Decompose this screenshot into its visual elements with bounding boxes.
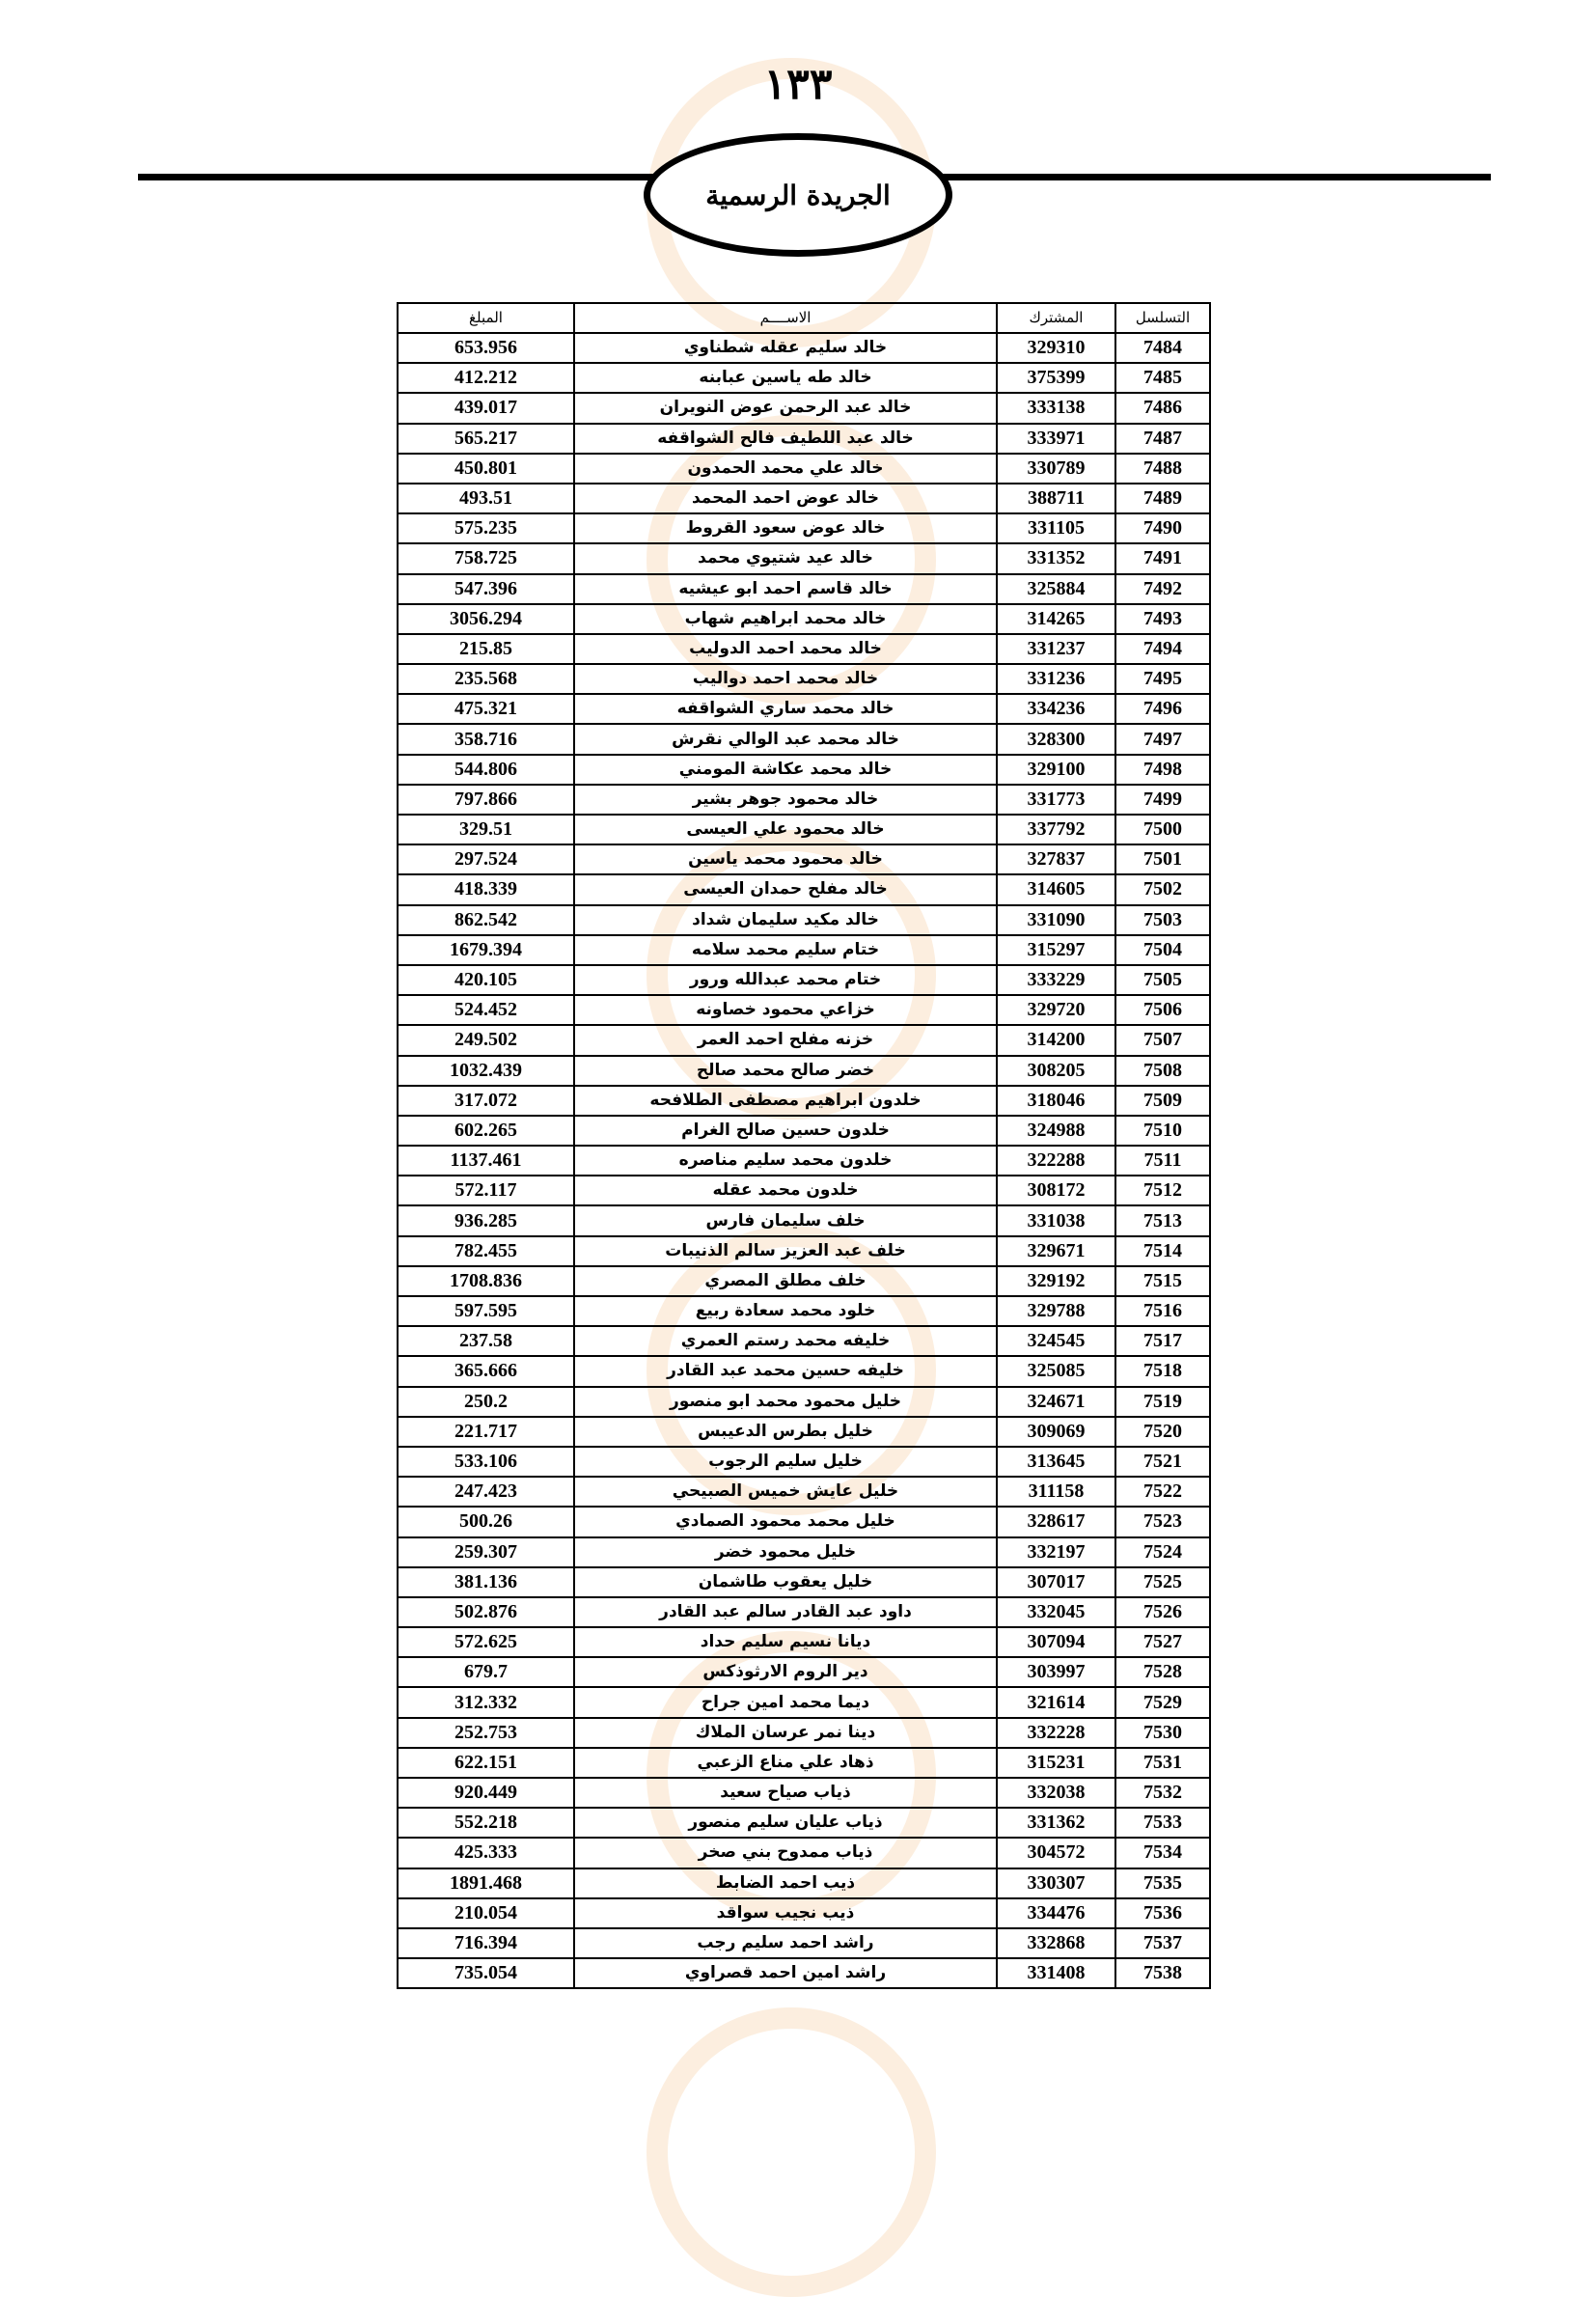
table-row — [398, 1778, 1210, 1808]
table-row — [398, 874, 1210, 904]
cell-serial: 7526 — [1115, 1597, 1210, 1627]
cell-amount: 365.666 — [398, 1356, 574, 1386]
cell-amount: 252.753 — [398, 1718, 574, 1748]
cell-serial: 7495 — [1115, 664, 1210, 694]
cell-serial: 7519 — [1115, 1387, 1210, 1417]
cell-subscriber: 332228 — [997, 1718, 1115, 1748]
cell-amount: 782.455 — [398, 1236, 574, 1266]
cell-name: خالد عوض احمد المحمد — [574, 484, 997, 513]
cell-subscriber: 324671 — [997, 1387, 1115, 1417]
header-subscriber: المشترك — [997, 303, 1115, 333]
table-row — [398, 1025, 1210, 1055]
cell-subscriber: 334476 — [997, 1898, 1115, 1928]
table-row — [398, 634, 1210, 664]
cell-name: خالد محمود علي العيسى — [574, 815, 997, 844]
cell-name: خالد محمد ابراهيم شهاب — [574, 604, 997, 634]
cell-name: دينا نمر عرسان الملاك — [574, 1718, 997, 1748]
cell-amount: 544.806 — [398, 755, 574, 785]
cell-serial: 7518 — [1115, 1356, 1210, 1386]
cell-serial: 7510 — [1115, 1116, 1210, 1146]
table-row — [398, 815, 1210, 844]
cell-name: خالد محمد عكاشة المومني — [574, 755, 997, 785]
cell-amount: 716.394 — [398, 1928, 574, 1958]
cell-name: خلدون محمد عقله — [574, 1176, 997, 1205]
table-row — [398, 363, 1210, 393]
cell-amount: 572.117 — [398, 1176, 574, 1205]
cell-amount: 412.212 — [398, 363, 574, 393]
cell-subscriber: 315297 — [997, 935, 1115, 965]
cell-serial: 7527 — [1115, 1627, 1210, 1657]
cell-serial: 7503 — [1115, 905, 1210, 935]
cell-subscriber: 325884 — [997, 574, 1115, 604]
table-row — [398, 1296, 1210, 1326]
cell-subscriber: 331408 — [997, 1958, 1115, 1988]
cell-serial: 7534 — [1115, 1838, 1210, 1868]
cell-amount: 572.625 — [398, 1627, 574, 1657]
cell-amount: 418.339 — [398, 874, 574, 904]
cell-subscriber: 333138 — [997, 393, 1115, 423]
cell-subscriber: 309069 — [997, 1417, 1115, 1447]
cell-subscriber: 327837 — [997, 844, 1115, 874]
cell-subscriber: 315231 — [997, 1748, 1115, 1778]
cell-name: خالد قاسم احمد ابو عيشيه — [574, 574, 997, 604]
cell-subscriber: 324545 — [997, 1326, 1115, 1356]
table-row — [398, 1928, 1210, 1958]
cell-name: خليل محمد محمود الصمادي — [574, 1507, 997, 1536]
table-row — [398, 1718, 1210, 1748]
cell-serial: 7511 — [1115, 1146, 1210, 1176]
cell-serial: 7486 — [1115, 393, 1210, 423]
cell-subscriber: 318046 — [997, 1086, 1115, 1116]
cell-subscriber: 308205 — [997, 1056, 1115, 1086]
page-number: ١٣٣ — [763, 60, 833, 109]
cell-amount: 597.595 — [398, 1296, 574, 1326]
cell-serial: 7509 — [1115, 1086, 1210, 1116]
cell-name: خالد محمد احمد الدوليب — [574, 634, 997, 664]
cell-name: خليفه محمد رستم العمري — [574, 1326, 997, 1356]
cell-serial: 7488 — [1115, 454, 1210, 484]
cell-serial: 7485 — [1115, 363, 1210, 393]
cell-serial: 7502 — [1115, 874, 1210, 904]
cell-serial: 7504 — [1115, 935, 1210, 965]
cell-serial: 7499 — [1115, 785, 1210, 815]
cell-name: خالد محمد عبد الوالي نقرش — [574, 724, 997, 754]
cell-amount: 735.054 — [398, 1958, 574, 1988]
cell-subscriber: 329671 — [997, 1236, 1115, 1266]
cell-name: خلف سليمان فارس — [574, 1205, 997, 1235]
cell-name: دير الروم الارثوذكس — [574, 1657, 997, 1687]
table-row — [398, 513, 1210, 543]
cell-name: راشد امين احمد قصراوي — [574, 1958, 997, 1988]
table-row — [398, 724, 1210, 754]
cell-serial: 7490 — [1115, 513, 1210, 543]
cell-amount: 3056.294 — [398, 604, 574, 634]
cell-serial: 7517 — [1115, 1326, 1210, 1356]
table-row — [398, 484, 1210, 513]
table-row — [398, 454, 1210, 484]
table-row — [398, 424, 1210, 454]
cell-amount: 210.054 — [398, 1898, 574, 1928]
cell-amount: 215.85 — [398, 634, 574, 664]
cell-subscriber: 303997 — [997, 1657, 1115, 1687]
cell-amount: 329.51 — [398, 815, 574, 844]
cell-subscriber: 332038 — [997, 1778, 1115, 1808]
cell-serial: 7523 — [1115, 1507, 1210, 1536]
cell-subscriber: 331352 — [997, 543, 1115, 573]
cell-subscriber: 331773 — [997, 785, 1115, 815]
cell-serial: 7536 — [1115, 1898, 1210, 1928]
cell-serial: 7521 — [1115, 1447, 1210, 1477]
cell-serial: 7531 — [1115, 1748, 1210, 1778]
cell-subscriber: 332197 — [997, 1537, 1115, 1567]
cell-name: ختام سليم محمد سلامه — [574, 935, 997, 965]
cell-serial: 7535 — [1115, 1868, 1210, 1898]
table-row — [398, 1537, 1210, 1567]
cell-amount: 493.51 — [398, 484, 574, 513]
table-row — [398, 1748, 1210, 1778]
cell-subscriber: 321614 — [997, 1687, 1115, 1717]
table-row — [398, 1567, 1210, 1597]
cell-name: خضر صالح محمد صالح — [574, 1056, 997, 1086]
cell-amount: 439.017 — [398, 393, 574, 423]
table-row — [398, 694, 1210, 724]
cell-amount: 450.801 — [398, 454, 574, 484]
table-row — [398, 1236, 1210, 1266]
cell-serial: 7537 — [1115, 1928, 1210, 1958]
cell-subscriber: 307017 — [997, 1567, 1115, 1597]
cell-serial: 7515 — [1115, 1266, 1210, 1296]
cell-amount: 235.568 — [398, 664, 574, 694]
cell-name: ديانا نسيم سليم حداد — [574, 1627, 997, 1657]
cell-amount: 297.524 — [398, 844, 574, 874]
cell-subscriber: 307094 — [997, 1627, 1115, 1657]
cell-amount: 679.7 — [398, 1657, 574, 1687]
header-serial: التسلسل — [1115, 303, 1210, 333]
cell-amount: 653.956 — [398, 333, 574, 363]
cell-amount: 920.449 — [398, 1778, 574, 1808]
cell-name: خالد عيد شتيوي محمد — [574, 543, 997, 573]
table-row — [398, 1086, 1210, 1116]
cell-name: خالد عوض سعود القروط — [574, 513, 997, 543]
cell-name: داود عبد القادر سالم عبد القادر — [574, 1597, 997, 1627]
cell-amount: 312.332 — [398, 1687, 574, 1717]
table-row — [398, 1116, 1210, 1146]
cell-name: خليل عايش خميس الصبيحي — [574, 1477, 997, 1507]
header-title: الجريدة الرسمية — [705, 179, 891, 211]
table-row — [398, 995, 1210, 1025]
cell-amount: 565.217 — [398, 424, 574, 454]
cell-subscriber: 334236 — [997, 694, 1115, 724]
cell-subscriber: 328300 — [997, 724, 1115, 754]
table-row — [398, 1205, 1210, 1235]
cell-name: خلف مطلق المصري — [574, 1266, 997, 1296]
cell-amount: 797.866 — [398, 785, 574, 815]
cell-serial: 7513 — [1115, 1205, 1210, 1235]
cell-amount: 622.151 — [398, 1748, 574, 1778]
cell-amount: 237.58 — [398, 1326, 574, 1356]
table-row — [398, 1056, 1210, 1086]
table-row — [398, 1176, 1210, 1205]
table-row — [398, 785, 1210, 815]
table-row — [398, 1868, 1210, 1898]
payments-table — [397, 302, 1211, 1989]
table-row — [398, 1417, 1210, 1447]
cell-subscriber: 304572 — [997, 1838, 1115, 1868]
watermark-clock-icon — [647, 2007, 936, 2297]
cell-name: خلود محمد سعادة ربيع — [574, 1296, 997, 1326]
cell-subscriber: 331105 — [997, 513, 1115, 543]
cell-subscriber: 337792 — [997, 815, 1115, 844]
cell-name: خالد محمود محمد ياسين — [574, 844, 997, 874]
cell-amount: 420.105 — [398, 965, 574, 995]
cell-name: خليل محمود خضر — [574, 1537, 997, 1567]
cell-subscriber: 329788 — [997, 1296, 1115, 1326]
cell-serial: 7538 — [1115, 1958, 1210, 1988]
cell-amount: 475.321 — [398, 694, 574, 724]
cell-name: ذيب احمد الضابط — [574, 1868, 997, 1898]
cell-subscriber: 329310 — [997, 333, 1115, 363]
cell-subscriber: 375399 — [997, 363, 1115, 393]
cell-amount: 1679.394 — [398, 935, 574, 965]
cell-amount: 425.333 — [398, 1838, 574, 1868]
cell-serial: 7529 — [1115, 1687, 1210, 1717]
cell-amount: 381.136 — [398, 1567, 574, 1597]
table-row — [398, 755, 1210, 785]
cell-amount: 317.072 — [398, 1086, 574, 1116]
table-row — [398, 1266, 1210, 1296]
cell-serial: 7507 — [1115, 1025, 1210, 1055]
cell-serial: 7520 — [1115, 1417, 1210, 1447]
cell-serial: 7514 — [1115, 1236, 1210, 1266]
table-row — [398, 1387, 1210, 1417]
cell-subscriber: 331090 — [997, 905, 1115, 935]
cell-subscriber: 388711 — [997, 484, 1115, 513]
cell-serial: 7496 — [1115, 694, 1210, 724]
cell-subscriber: 314605 — [997, 874, 1115, 904]
cell-name: خلف عبد العزيز سالم الذنيبات — [574, 1236, 997, 1266]
cell-subscriber: 324988 — [997, 1116, 1115, 1146]
cell-subscriber: 311158 — [997, 1477, 1115, 1507]
table-row — [398, 1627, 1210, 1657]
table-row — [398, 543, 1210, 573]
cell-name: ذهاد علي مناع الزعبي — [574, 1748, 997, 1778]
cell-subscriber: 332045 — [997, 1597, 1115, 1627]
table-row — [398, 1898, 1210, 1928]
cell-amount: 862.542 — [398, 905, 574, 935]
cell-name: خالد سليم عقله شطناوي — [574, 333, 997, 363]
table-row — [398, 333, 1210, 363]
table-body — [398, 333, 1210, 1988]
cell-amount: 221.717 — [398, 1417, 574, 1447]
cell-amount: 1032.439 — [398, 1056, 574, 1086]
table-header-row — [398, 303, 1210, 333]
cell-name: خالد طه ياسين عبابنه — [574, 363, 997, 393]
payments-table-container — [397, 302, 1209, 1989]
cell-amount: 936.285 — [398, 1205, 574, 1235]
cell-serial: 7494 — [1115, 634, 1210, 664]
cell-serial: 7492 — [1115, 574, 1210, 604]
table-row — [398, 1687, 1210, 1717]
cell-subscriber: 308172 — [997, 1176, 1115, 1205]
cell-subscriber: 333229 — [997, 965, 1115, 995]
table-row — [398, 905, 1210, 935]
cell-name: خليل يعقوب طاشمان — [574, 1567, 997, 1597]
cell-serial: 7505 — [1115, 965, 1210, 995]
cell-subscriber: 329720 — [997, 995, 1115, 1025]
table-row — [398, 393, 1210, 423]
cell-name: خزنه مفلح احمد العمر — [574, 1025, 997, 1055]
table-row — [398, 1356, 1210, 1386]
table-row — [398, 1146, 1210, 1176]
cell-serial: 7522 — [1115, 1477, 1210, 1507]
cell-name: ذياب عليان سليم منصور — [574, 1808, 997, 1838]
cell-name: خالد مكيد سليمان شداد — [574, 905, 997, 935]
cell-amount: 602.265 — [398, 1116, 574, 1146]
cell-name: خالد علي محمد الحمدون — [574, 454, 997, 484]
table-row — [398, 935, 1210, 965]
cell-amount: 758.725 — [398, 543, 574, 573]
cell-serial: 7500 — [1115, 815, 1210, 844]
cell-name: خالد عبد اللطيف فالح الشواقفه — [574, 424, 997, 454]
cell-subscriber: 322288 — [997, 1146, 1115, 1176]
cell-serial: 7484 — [1115, 333, 1210, 363]
cell-name: خليل بطرس الدعيبس — [574, 1417, 997, 1447]
cell-subscriber: 330307 — [997, 1868, 1115, 1898]
table-row — [398, 1657, 1210, 1687]
header-oval — [644, 133, 952, 257]
table-row — [398, 1597, 1210, 1627]
cell-name: ذيب نجيب سواقد — [574, 1898, 997, 1928]
cell-subscriber: 331038 — [997, 1205, 1115, 1235]
table-row — [398, 844, 1210, 874]
cell-name: ذياب ممدوح بني صخر — [574, 1838, 997, 1868]
cell-serial: 7501 — [1115, 844, 1210, 874]
table-row — [398, 1326, 1210, 1356]
cell-serial: 7498 — [1115, 755, 1210, 785]
cell-subscriber: 325085 — [997, 1356, 1115, 1386]
cell-name: خلدون ابراهيم مصطفى الطلافحه — [574, 1086, 997, 1116]
cell-subscriber: 330789 — [997, 454, 1115, 484]
cell-amount: 575.235 — [398, 513, 574, 543]
cell-amount: 524.452 — [398, 995, 574, 1025]
cell-amount: 533.106 — [398, 1447, 574, 1477]
cell-name: خالد عبد الرحمن عوض النويران — [574, 393, 997, 423]
cell-name: خليفه حسين محمد عبد القادر — [574, 1356, 997, 1386]
cell-serial: 7506 — [1115, 995, 1210, 1025]
cell-serial: 7491 — [1115, 543, 1210, 573]
cell-amount: 1137.461 — [398, 1146, 574, 1176]
cell-serial: 7487 — [1115, 424, 1210, 454]
cell-name: راشد احمد سليم رجب — [574, 1928, 997, 1958]
header-amount: المبلغ — [398, 303, 574, 333]
cell-amount: 249.502 — [398, 1025, 574, 1055]
table-row — [398, 1477, 1210, 1507]
cell-serial: 7530 — [1115, 1718, 1210, 1748]
cell-subscriber: 333971 — [997, 424, 1115, 454]
cell-name: خزاعي محمود خصاونه — [574, 995, 997, 1025]
cell-serial: 7512 — [1115, 1176, 1210, 1205]
cell-subscriber: 314200 — [997, 1025, 1115, 1055]
cell-name: خالد محمد احمد دواليب — [574, 664, 997, 694]
cell-serial: 7528 — [1115, 1657, 1210, 1687]
table-row — [398, 1507, 1210, 1536]
cell-amount: 358.716 — [398, 724, 574, 754]
cell-serial: 7508 — [1115, 1056, 1210, 1086]
cell-serial: 7533 — [1115, 1808, 1210, 1838]
cell-name: خالد محمود جوهر بشير — [574, 785, 997, 815]
cell-amount: 502.876 — [398, 1597, 574, 1627]
cell-name: خلدون حسين صالح الغرام — [574, 1116, 997, 1146]
cell-subscriber: 329192 — [997, 1266, 1115, 1296]
table-row — [398, 1447, 1210, 1477]
cell-serial: 7532 — [1115, 1778, 1210, 1808]
cell-name: خليل محمود محمد ابو منصور — [574, 1387, 997, 1417]
cell-serial: 7516 — [1115, 1296, 1210, 1326]
cell-amount: 1708.836 — [398, 1266, 574, 1296]
cell-amount: 250.2 — [398, 1387, 574, 1417]
cell-subscriber: 314265 — [997, 604, 1115, 634]
cell-subscriber: 332868 — [997, 1928, 1115, 1958]
cell-serial: 7497 — [1115, 724, 1210, 754]
table-row — [398, 1958, 1210, 1988]
cell-subscriber: 313645 — [997, 1447, 1115, 1477]
cell-name: خالد مفلح حمدان العيسى — [574, 874, 997, 904]
cell-serial: 7525 — [1115, 1567, 1210, 1597]
cell-name: خلدون محمد سليم مناصره — [574, 1146, 997, 1176]
cell-amount: 247.423 — [398, 1477, 574, 1507]
cell-subscriber: 331362 — [997, 1808, 1115, 1838]
table-row — [398, 1838, 1210, 1868]
table-row — [398, 1808, 1210, 1838]
table-row — [398, 965, 1210, 995]
cell-amount: 552.218 — [398, 1808, 574, 1838]
cell-serial: 7493 — [1115, 604, 1210, 634]
cell-amount: 500.26 — [398, 1507, 574, 1536]
table-row — [398, 664, 1210, 694]
cell-amount: 259.307 — [398, 1537, 574, 1567]
cell-name: خالد محمد ساري الشواقفه — [574, 694, 997, 724]
cell-amount: 547.396 — [398, 574, 574, 604]
cell-name: خليل سليم الرجوب — [574, 1447, 997, 1477]
cell-name: ختام محمد عبدالله ورور — [574, 965, 997, 995]
cell-subscriber: 328617 — [997, 1507, 1115, 1536]
table-row — [398, 574, 1210, 604]
cell-subscriber: 331236 — [997, 664, 1115, 694]
table-row — [398, 604, 1210, 634]
cell-name: ديما محمد امين جراح — [574, 1687, 997, 1717]
cell-amount: 1891.468 — [398, 1868, 574, 1898]
cell-name: ذياب صياح سعيد — [574, 1778, 997, 1808]
cell-serial: 7524 — [1115, 1537, 1210, 1567]
cell-subscriber: 329100 — [997, 755, 1115, 785]
header-name: الاســــم — [574, 303, 997, 333]
cell-serial: 7489 — [1115, 484, 1210, 513]
cell-subscriber: 331237 — [997, 634, 1115, 664]
